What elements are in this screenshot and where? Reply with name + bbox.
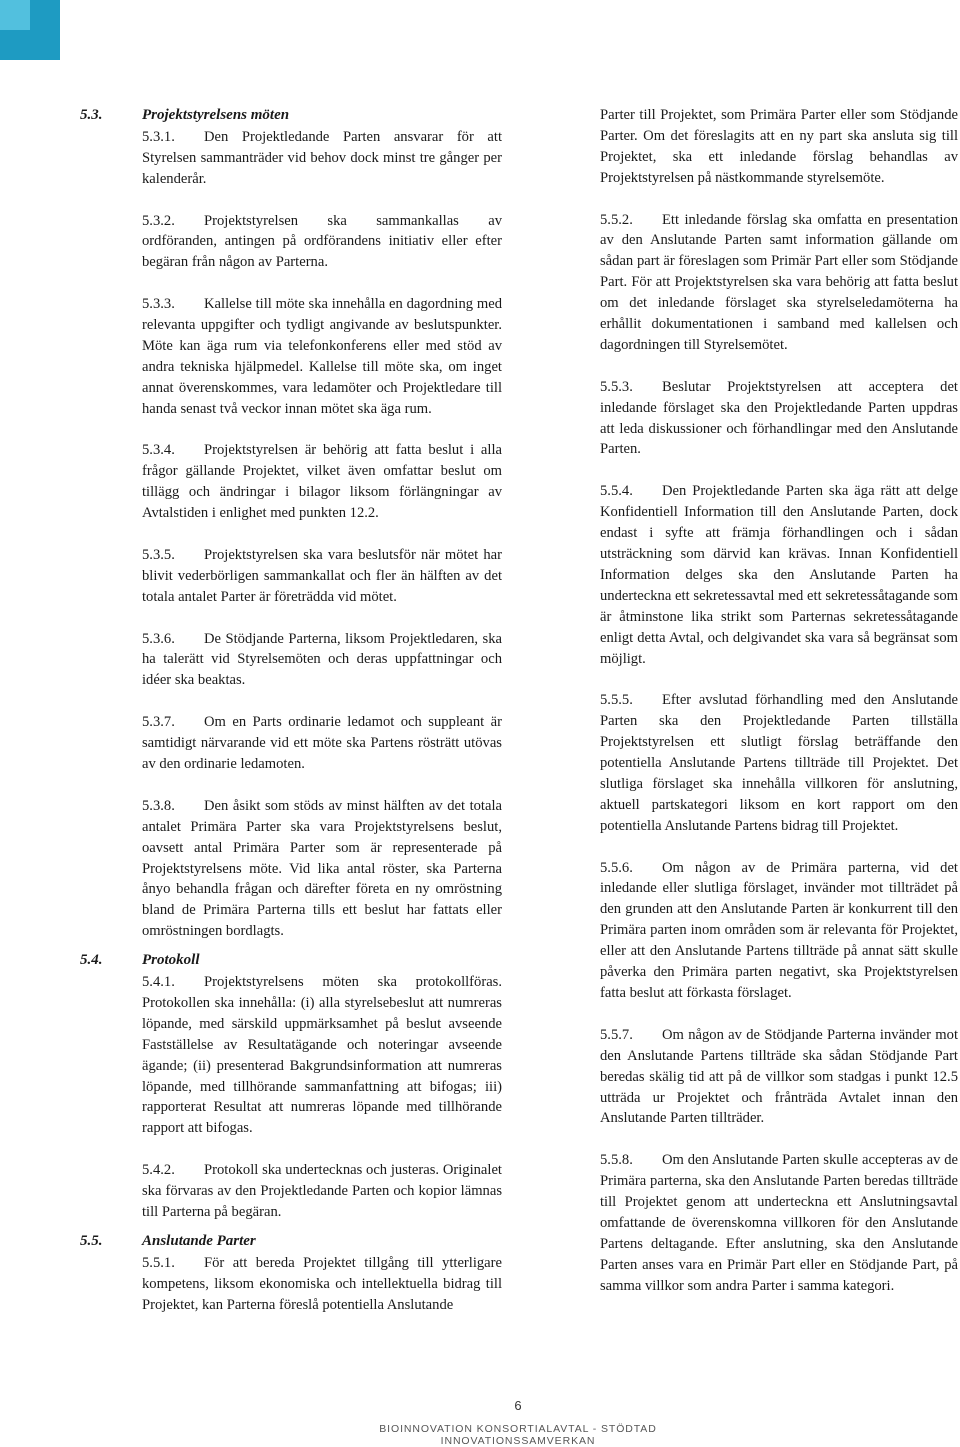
paragraph-5-3-8: [142, 796, 502, 942]
left-column: [80, 105, 502, 1316]
paragraph-5-5-2: [600, 210, 958, 356]
paragraph-number: 5.5.4.: [600, 483, 633, 500]
paragraph-number: 5.5.8.: [600, 1152, 633, 1169]
paragraph-number: 5.3.1.: [142, 128, 175, 145]
paragraph-text: Projektstyrelsen ska vara beslutsför när mötet har blivit vederbörligen sammankallat och fler än hälften av det totala antalet Parter är företrädda vid mötet.: [142, 546, 502, 605]
paragraph-text: Om en Parts ordinarie ledamot och suppleant är samtidigt närvarande vid ett möte ska Partens rösträtt utövas av den ordinarie ledamoten.: [142, 714, 502, 772]
section-number: 5.3.: [80, 107, 103, 123]
paragraph-text: Parter till Projektet, som Primära Parter eller som Stödjande Parter. Om det föreslagits att en ny part ska ansluta sig till Projektet, ska ett inledande förslag behandlas av Projektstyrelsen på nästkommande styrelsemöte.: [600, 107, 958, 186]
paragraph-5-3-5: [142, 545, 502, 608]
paragraph-number: 5.5.2.: [600, 211, 633, 228]
section-heading-5-4: [80, 950, 502, 971]
paragraph-text: Projektstyrelsen ska sammankallas av ordföranden, antingen på ordförandens initiativ eller efter begäran från någon av Parterna.: [142, 212, 502, 271]
paragraph-text: Om någon av de Primära parterna, vid det inledande eller slutliga förslaget, invänder mot tillträdet på den grunden att den Anslutande Parten är konkurrent till den Primära parten inom områden som är relevanta för Projektet, eller att den Anslutande Partens tillträde på annat sätt skulle påverka den Primära parten negativt, ska Projektstyrelsen fatta beslut att förkasta förslaget.: [600, 859, 958, 1001]
section-number: 5.4.: [80, 952, 103, 969]
paragraph-text: Protokoll ska undertecknas och justeras. Originalet ska förvaras av den Projektledande Parten och kopior lämnas till Parterna på begäran.: [142, 1162, 502, 1220]
paragraph-5-4-2: [142, 1160, 502, 1223]
paragraph-number: 5.3.8.: [142, 797, 175, 814]
paragraph-number: 5.5.5.: [600, 692, 633, 709]
logo-square: [0, 0, 60, 60]
paragraph-5-5-7: [600, 1025, 958, 1130]
paragraph-number: 5.3.2.: [142, 212, 175, 229]
paragraph-number: 5.4.2.: [142, 1162, 175, 1179]
paragraph-text: Den Projektledande Parten ansvarar för att Styrelsen sammanträder vid behov dock minst tre gånger per kalenderår.: [142, 128, 502, 187]
paragraph-text: De Stödjande Parterna, liksom Projektledaren, ska ha talerätt vid Styrelsemöten och deras uppfattningar och idéer ska beaktas.: [142, 630, 502, 689]
paragraph-5-3-3: [142, 294, 502, 419]
paragraph-5-5-8: [600, 1150, 958, 1296]
section-heading-5-3: [80, 105, 502, 126]
paragraph-text: Den åsikt som stöds av minst hälften av det totala antalet Primära Parter ska vara Projektstyrelsens beslut, oavsett antal Primära Parter som är representerade på Projektstyrelsens möte. Vid lika antal röster, ska Parterna ånyo behandla frågan och därefter företa en ny omröstning bland de Primära Parterna tills ett beslut har fattats eller omröstningen bordlagts.: [142, 797, 502, 940]
paragraph-number: 5.3.4.: [142, 442, 175, 459]
paragraph-5-3-4: [142, 440, 502, 524]
paragraph-5-5-3: [600, 377, 958, 461]
paragraph-number: 5.4.1.: [142, 974, 175, 991]
section-title: Anslutande Parter: [142, 1232, 256, 1249]
paragraph-text: Ett inledande förslag ska omfatta en presentation av den Anslutande Parten samt information gällande om sådan part är föreslagen som Primär Part eller som Stödjande Part. För att Projektstyrelsen ska vara behörig att fatta beslut om det inledande förslaget ska styrelseledamöterna ha erhållit dokumentationen i samband med kallelsen och dagordningen till Styrelsemötet.: [600, 211, 958, 353]
page-number: 6: [514, 1398, 522, 1413]
logo-square-inner: [0, 0, 30, 30]
section-title: Protokoll: [142, 952, 200, 969]
paragraph-5-5-5: [600, 690, 958, 836]
paragraph-text: Den Projektledande Parten ska äga rätt att delge Konfidentiell Information till den Anslutande Parten, dock endast i syfte att främja förhandlingen och i sådan utsträckning som därvid kan krävas. Innan Konfidentiell Information delges ska den Anslutande Parten ha underteckna ett sekretessavtal med ett sekretessåtagande som är åtminstone lika strikt som Parternas sekretessåtagande enligt detta Avtal, och delgivandet ska vara så begränsat som möjligt.: [600, 483, 958, 667]
paragraph-5-4-1: [142, 972, 502, 1139]
section-title: Projektstyrelsens möten: [142, 107, 290, 123]
paragraph-text: Projektstyrelsens möten ska protokollföras. Protokollen ska innehålla: (i) alla styrelsebeslut att numreras löpande, med särskild uppmärksamhet på beslut avseende Fastställelse av Resultatägande och noteringar avseende ägande; (ii) presenterad Bakgrundsinformation att numreras löpande, med tillhörande sammanfattning att bifogas; iii) rapporterat Resultat att numreras löpande med tillhörande rapport att bifogas.: [142, 974, 502, 1137]
paragraph-number: 5.3.5.: [142, 546, 175, 563]
paragraph-number: 5.3.7.: [142, 714, 175, 731]
paragraph-5-3-1: [142, 127, 502, 190]
paragraph-text: Efter avslutad förhandling med den Anslutande Parten ska den Projektledande Parten tillställa Projektstyrelsen ett slutligt förslag beträffande den potentiella Anslutande Partens tillträde till Projektet. Det slutliga förslaget ska innehålla villkoren för anslutning, aktuell partskategori liksom en kort rapport om den potentiella Anslutande Partens bidrag till Projektet.: [600, 692, 958, 834]
paragraph-number: 5.3.3.: [142, 296, 175, 313]
right-column: [600, 105, 958, 1297]
paragraph-number: 5.5.3.: [600, 378, 633, 395]
paragraph-text: För att bereda Projektet tillgång till ytterligare kompetens, liksom ekonomiska och intellektuella bidrag till Projektet, kan Parterna föreslå potentiella Anslutande: [142, 1254, 502, 1313]
paragraph-5-3-7: [142, 712, 502, 775]
paragraph-number: 5.5.1.: [142, 1254, 175, 1271]
footer-title: BIOINNOVATION KONSORTIALAVTAL - STÖDTAD INNOVATIONSSAMVERKAN: [379, 1423, 657, 1447]
paragraph-5-5-1-continued: [600, 105, 958, 189]
paragraph-number: 5.5.6.: [600, 859, 633, 876]
paragraph-text: Om den Anslutande Parten skulle accepteras av de Primära parterna, ska den Anslutande Parten beredas tillträde till Projektet genom att underteckna ett Anslutningsavtal omfattande de överenskomna villkoren för den Anslutande Partens deltagande. Efter anslutning, ska den Anslutande Parten anses vara en Primär Part eller en Stödjande Part, på samma villkor som andra Parter i samma kategori.: [600, 1152, 958, 1294]
paragraph-text: Kallelse till möte ska innehålla en dagordning med relevanta uppgifter och tydligt angivande av beslutspunkter. Möte kan äga rum via telefonkonferens eller med stöd av andra tekniska hjälpmedel. Kallelse till möte ska, om inget annat överenskommes, vara ledamöter och Projektledare till handa senast två veckor innan mötet ska äga rum.: [142, 296, 502, 417]
paragraph-5-3-6: [142, 629, 502, 692]
section-heading-5-5: [80, 1231, 502, 1252]
paragraph-5-5-4: [600, 481, 958, 669]
paragraph-text: Projektstyrelsen är behörig att fatta beslut i alla frågor gällande Projektet, vilket även omfattar beslut om tillägg och ändringar i bilagor liksom förlängningar av Avtalstiden i enlighet med punkten 12.2.: [142, 442, 502, 522]
paragraph-text: Beslutar Projektstyrelsen att acceptera det inledande förslaget ska den Projektledande Parten uppdras att leda diskussioner och förhandlingar med den Anslutande Parten.: [600, 378, 958, 458]
paragraph-5-5-6: [600, 858, 958, 1004]
paragraph-number: 5.5.7.: [600, 1026, 633, 1043]
section-number: 5.5.: [80, 1232, 103, 1249]
paragraph-5-5-1: [142, 1253, 502, 1316]
paragraph-number: 5.3.6.: [142, 630, 175, 647]
paragraph-text: Om någon av de Stödjande Parterna invänder mot den Anslutande Partens tillträde ska sådan Stödjande Part beredas skälig tid att på de villkor som stadgas i punkt 12.5 utträda ur Projektet och frånträda Avtalet innan den Anslutande Parten tillträder.: [600, 1026, 958, 1127]
paragraph-5-3-2: [142, 211, 502, 274]
